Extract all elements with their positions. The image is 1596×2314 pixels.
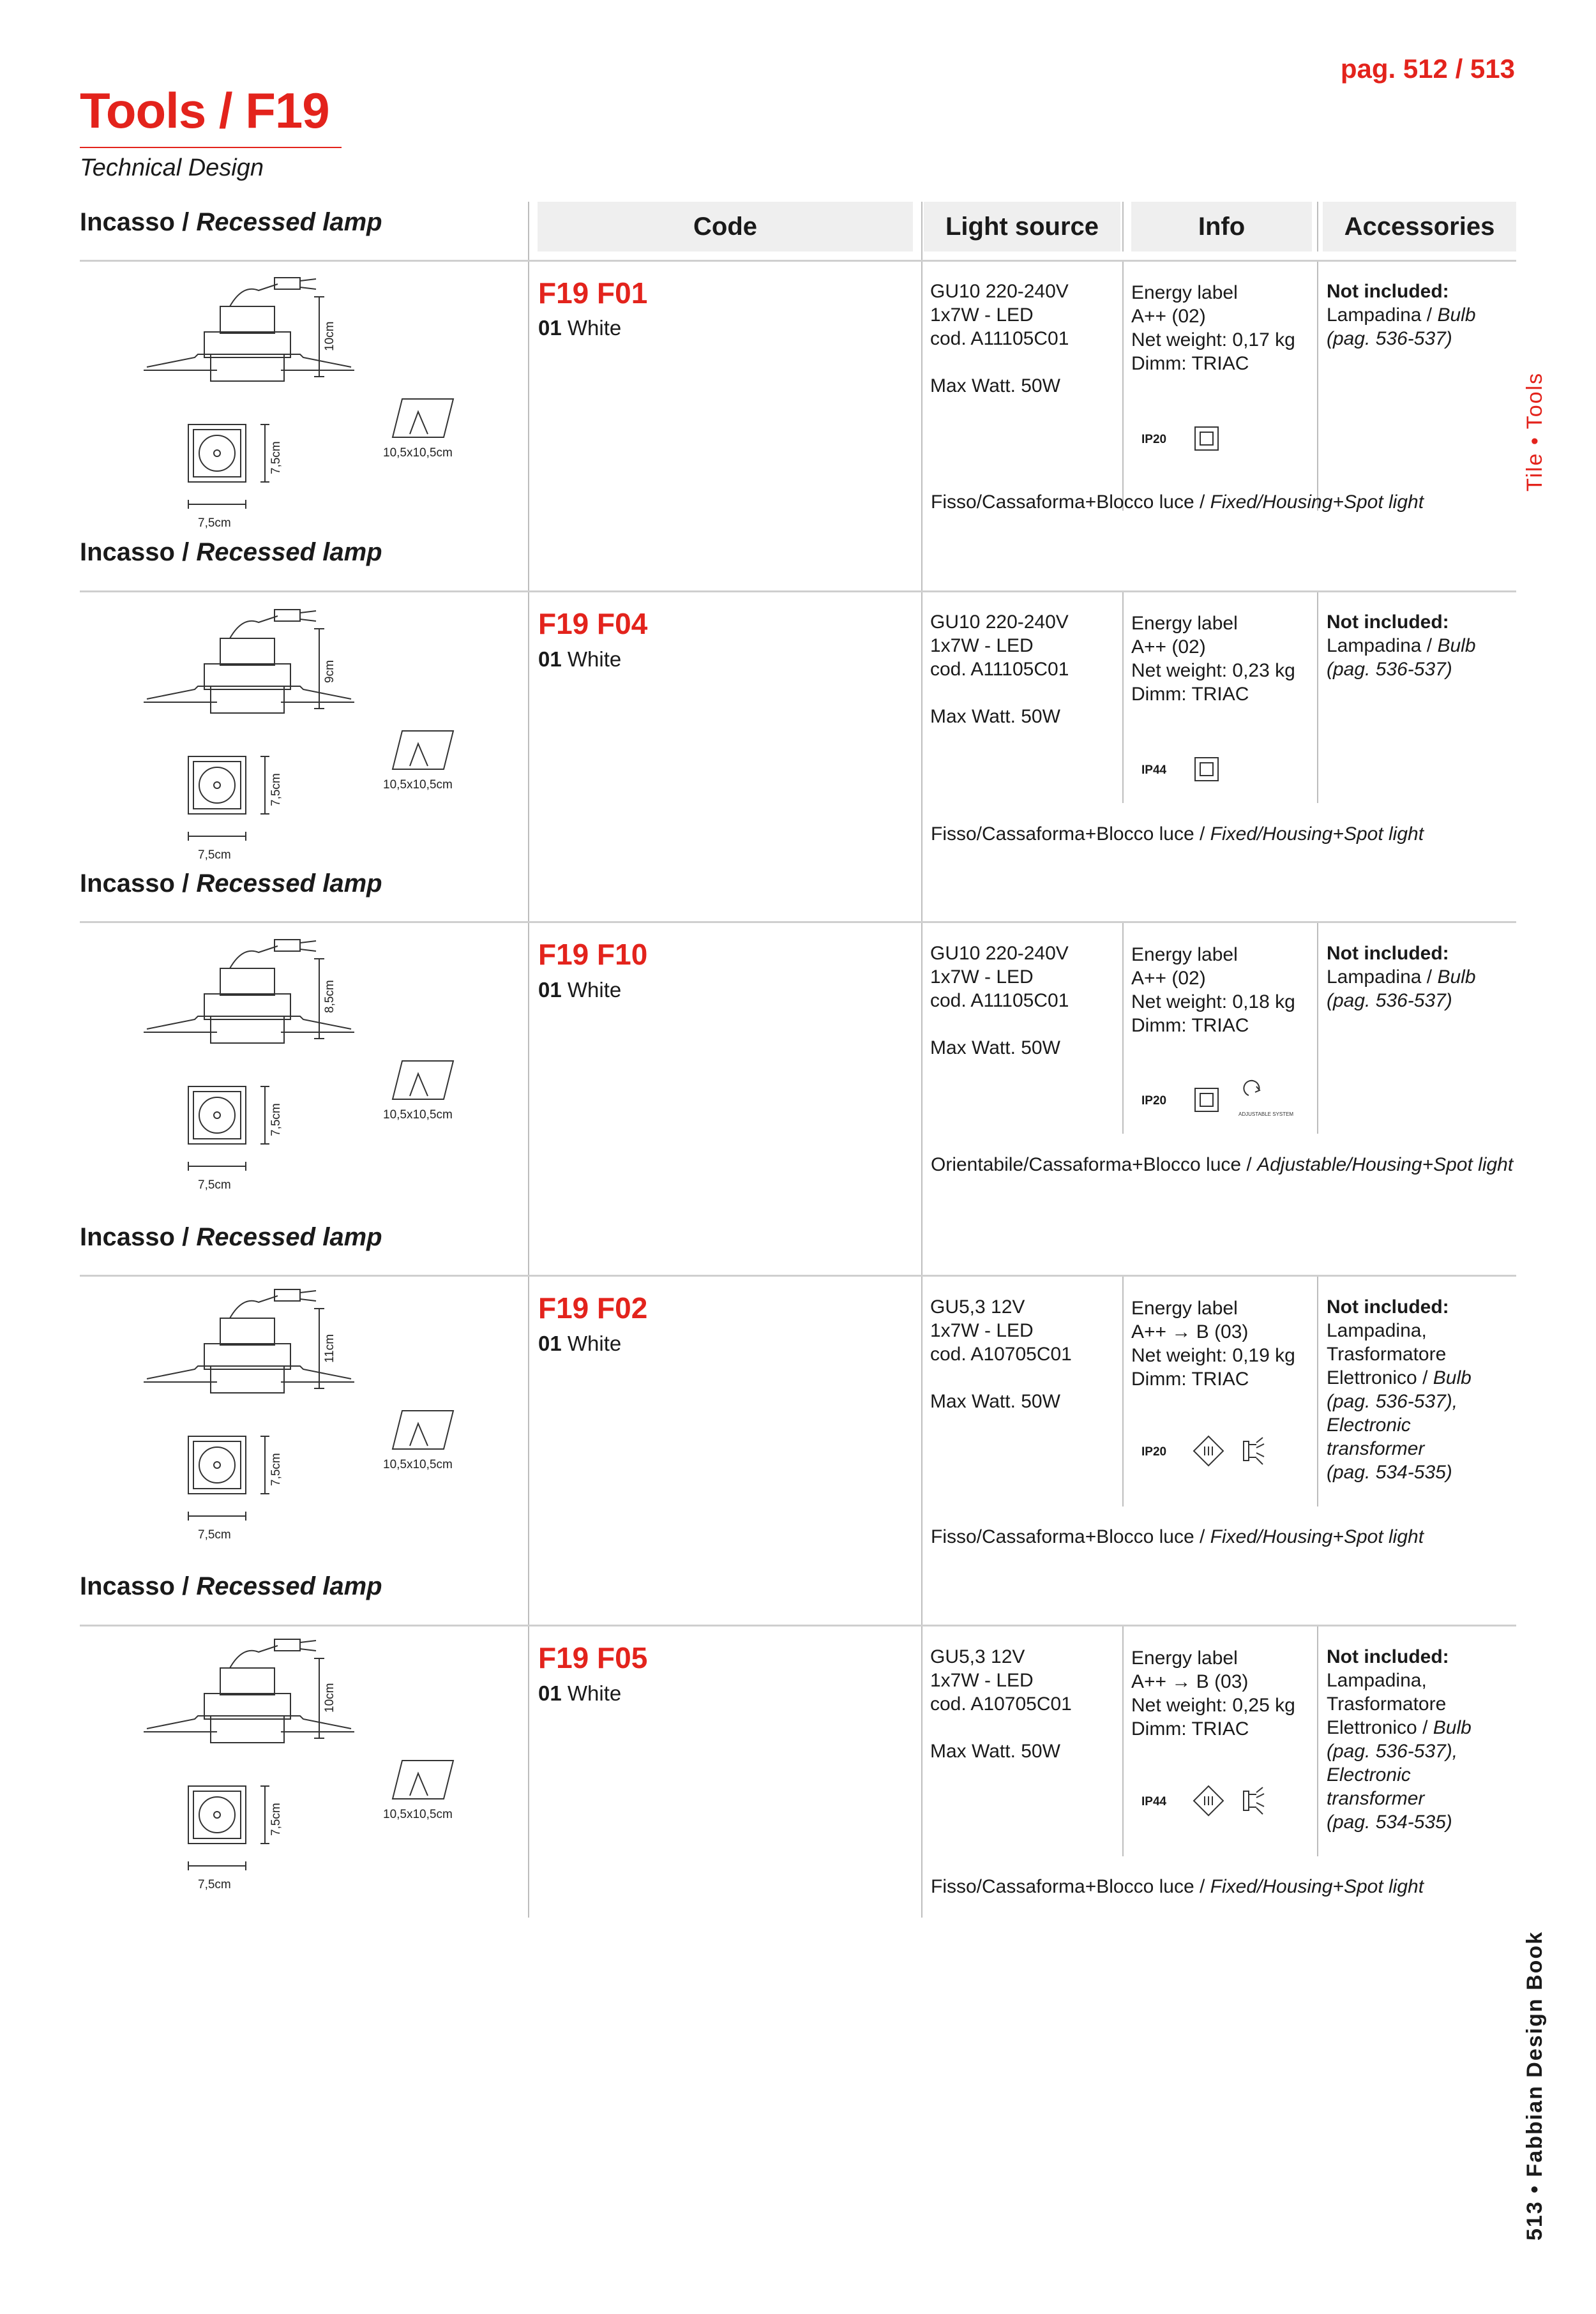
variant-number: 01 (538, 316, 562, 340)
lamp-front-view-drawing (188, 1786, 269, 1870)
accessories-text: Lampadina / (1327, 635, 1438, 656)
column-header-light-source: Light source (924, 202, 1120, 252)
technical-drawing (134, 603, 479, 884)
energy-class: A++ (02) (1131, 968, 1206, 989)
section-heading-en: Recessed lamp (196, 538, 382, 566)
accessories-line (1327, 1437, 1518, 1461)
light-source-cell (930, 280, 1069, 398)
info-cell (1131, 1646, 1295, 1741)
dim-hole-label: 10,5x10,5cm (383, 778, 453, 792)
section-heading-en: Recessed lamp (196, 869, 382, 898)
accessories-line (1327, 1461, 1518, 1484)
dim-hole-label: 10,5x10,5cm (383, 446, 453, 460)
light-source-max-watt: Max Watt. 50W (930, 706, 1060, 727)
dim-height-label: 11cm (323, 1334, 336, 1363)
light-source-cell (930, 1645, 1072, 1763)
accessories-line (1327, 1669, 1518, 1692)
dim-height-label: 8,5cm (323, 980, 336, 1013)
side-label-tools: Tools (1523, 372, 1547, 430)
accessories-line (1327, 1739, 1518, 1763)
mounting-description (931, 1525, 1518, 1549)
variant-name: White (567, 1332, 622, 1355)
variant-name: White (567, 978, 622, 1002)
adjustable-system-label: ADJUSTABLE SYSTEM (1238, 1111, 1294, 1117)
accessories-text: (pag. 536-537) (1327, 659, 1452, 680)
transformer-icon (1194, 1436, 1264, 1466)
class-ii-icon (1195, 427, 1218, 450)
energy-class: A++ (02) (1131, 306, 1206, 327)
info-cell (1131, 1296, 1295, 1391)
section-heading-it: Incasso (80, 1223, 175, 1251)
class-ii-icon (1195, 758, 1218, 781)
net-weight: Net weight: 0,25 kg (1131, 1695, 1295, 1716)
product-variant (538, 978, 621, 1002)
light-source-code: cod. A10705C01 (930, 1694, 1072, 1715)
mounting-description-it: Fisso/Cassaforma+Blocco luce / (931, 1876, 1210, 1897)
ceiling-cutout-icon (393, 1411, 453, 1449)
accessories-title: Not included: (1327, 281, 1449, 302)
accessories-text: Trasformatore (1327, 1694, 1447, 1715)
section-heading-sep: / (174, 1223, 197, 1251)
light-source-power: 1x7W - LED (930, 966, 1034, 988)
accessories-text: Lampadina, (1327, 1320, 1427, 1341)
row-divider (80, 1625, 1516, 1627)
column-header-info: Info (1131, 202, 1312, 252)
energy-label-heading: Energy label (1131, 944, 1238, 965)
mounting-description-en: Fixed/Housing+Spot light (1210, 1876, 1424, 1897)
title-underline (80, 147, 342, 148)
accessories-line (1327, 1692, 1518, 1716)
variant-number: 01 (538, 1332, 562, 1355)
mounting-description-en: Adjustable/Housing+Spot light (1257, 1154, 1514, 1175)
row-divider (80, 590, 1516, 592)
light-source-code: cod. A11105C01 (930, 659, 1069, 680)
info-cell (1131, 943, 1295, 1037)
energy-label-heading: Energy label (1131, 282, 1238, 303)
accessories-title: Not included: (1327, 1296, 1449, 1318)
energy-class: A++ → B (03) (1131, 1671, 1249, 1692)
column-divider-drawing (528, 202, 529, 1918)
light-source-socket: GU5,3 12V (930, 1296, 1025, 1318)
accessories-line (1327, 327, 1518, 350)
accessories-title: Not included: (1327, 1646, 1449, 1667)
certification-icons (1193, 1078, 1314, 1122)
section-heading-it: Incasso (80, 869, 175, 898)
column-header-code: Code (538, 202, 913, 252)
section-heading-sep: / (174, 869, 197, 898)
section-heading (80, 208, 382, 237)
light-source-max-watt: Max Watt. 50W (930, 1037, 1060, 1058)
accessories-cell (1327, 1645, 1518, 1834)
dim-hole-label: 10,5x10,5cm (383, 1458, 453, 1471)
certification-icons (1193, 1778, 1314, 1823)
variant-number: 01 (538, 978, 562, 1002)
section-heading-sep: / (174, 208, 197, 236)
mounting-description-it: Orientabile/Cassaforma+Blocco luce / (931, 1154, 1258, 1175)
accessories-text: Electronic (1327, 1415, 1411, 1436)
accessories-line (1327, 989, 1518, 1012)
accessories-text: (pag. 534-535) (1327, 1462, 1452, 1483)
energy-label-heading: Energy label (1131, 1298, 1238, 1319)
section-heading-it: Incasso (80, 208, 175, 236)
mounting-description-it: Fisso/Cassaforma+Blocco luce / (931, 1526, 1210, 1547)
dim-width-label: 7,5cm (198, 848, 231, 862)
accessories-text: Electronic (1327, 1764, 1411, 1785)
accessories-text: Bulb (1437, 635, 1476, 656)
info-cell (1131, 281, 1295, 375)
accessories-line (1327, 1716, 1518, 1739)
light-source-socket: GU10 220-240V (930, 943, 1069, 964)
page-subtitle: Technical Design (80, 154, 264, 181)
accessories-text: Lampadina / (1327, 304, 1438, 326)
accessories-cell (1327, 610, 1518, 681)
accessories-text: Bulb (1433, 1717, 1472, 1738)
variant-name: White (567, 1681, 622, 1705)
transformer-icon (1194, 1786, 1264, 1815)
mounting-description-it: Fisso/Cassaforma+Blocco luce / (931, 492, 1210, 513)
adjustable-system-icon (1244, 1081, 1260, 1095)
mounting-description-it: Fisso/Cassaforma+Blocco luce / (931, 823, 1210, 845)
energy-label-heading: Energy label (1131, 1648, 1238, 1669)
dimming: Dimm: TRIAC (1131, 684, 1249, 705)
accessories-line (1327, 634, 1518, 657)
ip-rating: IP44 (1141, 763, 1167, 777)
dim-side-label: 7,5cm (269, 1103, 283, 1136)
mounting-description (931, 490, 1518, 514)
accessories-line (1327, 1342, 1518, 1366)
accessories-cell (1327, 280, 1518, 350)
accessories-line (1327, 1787, 1518, 1810)
accessories-text: Bulb (1437, 304, 1476, 326)
light-source-power: 1x7W - LED (930, 1320, 1034, 1341)
variant-number: 01 (538, 647, 562, 671)
ceiling-cutout-icon (393, 731, 453, 769)
section-heading-sep: / (174, 538, 197, 566)
cell-divider (1317, 1277, 1318, 1506)
column-divider-header-1 (1122, 202, 1124, 252)
accessories-text: (pag. 536-537), (1327, 1391, 1458, 1412)
technical-drawing (134, 1633, 479, 1914)
cell-divider (1317, 262, 1318, 511)
ip-rating: IP44 (1141, 1795, 1167, 1808)
product-variant (538, 316, 621, 340)
ceiling-cutout-icon (393, 399, 453, 437)
side-label-section (1523, 372, 1547, 492)
mounting-description-en: Fixed/Housing+Spot light (1210, 823, 1424, 845)
dim-width-label: 7,5cm (198, 1878, 231, 1891)
certification-icons (1193, 416, 1314, 461)
accessories-line (1327, 1810, 1518, 1834)
dim-width-label: 7,5cm (198, 1178, 231, 1192)
light-source-max-watt: Max Watt. 50W (930, 1391, 1060, 1412)
net-weight: Net weight: 0,18 kg (1131, 991, 1295, 1012)
dim-width-label: 7,5cm (198, 1528, 231, 1542)
cell-divider (1122, 592, 1124, 803)
section-heading-en: Recessed lamp (196, 1223, 382, 1251)
light-source-power: 1x7W - LED (930, 304, 1034, 326)
product-code: F19 F04 (538, 607, 648, 640)
accessories-text: transformer (1327, 1788, 1425, 1809)
lamp-front-view-drawing (188, 1436, 269, 1521)
energy-class: A++ (02) (1131, 636, 1206, 657)
energy-label-heading: Energy label (1131, 613, 1238, 634)
ip-rating: IP20 (1141, 1445, 1167, 1459)
page-title: Tools / F19 (80, 82, 329, 139)
accessories-cell (1327, 942, 1518, 1012)
accessories-line (1327, 1390, 1518, 1413)
net-weight: Net weight: 0,17 kg (1131, 329, 1295, 350)
row-divider (80, 260, 1516, 262)
dim-height-label: 10cm (323, 1683, 336, 1713)
product-variant (538, 1332, 621, 1356)
accessories-line (1327, 1319, 1518, 1342)
accessories-text: Bulb (1437, 966, 1476, 988)
dim-height-label: 9cm (323, 660, 336, 683)
light-source-code: cod. A10705C01 (930, 1344, 1072, 1365)
side-label-separator: • (1523, 436, 1547, 446)
cell-divider (1317, 923, 1318, 1134)
technical-drawing (134, 1283, 479, 1564)
energy-class: A++ → B (03) (1131, 1321, 1249, 1342)
accessories-cell (1327, 1295, 1518, 1484)
light-source-socket: GU10 220-240V (930, 281, 1069, 302)
cell-divider (1122, 923, 1124, 1134)
light-source-socket: GU10 220-240V (930, 612, 1069, 633)
dim-hole-label: 10,5x10,5cm (383, 1108, 453, 1122)
page-number: pag. 512 / 513 (1340, 54, 1515, 84)
accessories-text: Elettronico / (1327, 1367, 1433, 1388)
light-source-code: cod. A11105C01 (930, 990, 1069, 1011)
certification-icons (1193, 747, 1314, 792)
accessories-text: transformer (1327, 1438, 1425, 1459)
section-heading (80, 869, 382, 898)
lamp-front-view-drawing (188, 1086, 269, 1171)
variant-name: White (567, 647, 622, 671)
section-heading-it: Incasso (80, 1572, 175, 1600)
mounting-description (931, 1875, 1518, 1898)
product-code: F19 F10 (538, 938, 648, 971)
section-heading (80, 1223, 382, 1252)
accessories-text: (pag. 536-537) (1327, 328, 1452, 349)
cell-divider (1122, 262, 1124, 511)
accessories-text: Bulb (1433, 1367, 1472, 1388)
accessories-text: Lampadina / (1327, 966, 1438, 988)
dimming: Dimm: TRIAC (1131, 1718, 1249, 1739)
side-label-tile: Tile (1523, 452, 1547, 492)
row-divider (80, 1275, 1516, 1277)
accessories-line (1327, 1763, 1518, 1787)
light-source-code: cod. A11105C01 (930, 328, 1069, 349)
cell-divider (1122, 1627, 1124, 1856)
lamp-front-view-drawing (188, 756, 269, 841)
cell-divider (1122, 1277, 1124, 1506)
product-code: F19 F01 (538, 276, 648, 310)
info-cell (1131, 612, 1295, 706)
dim-side-label: 7,5cm (269, 441, 283, 474)
accessories-line (1327, 303, 1518, 327)
dimming: Dimm: TRIAC (1131, 353, 1249, 374)
ceiling-cutout-icon (393, 1061, 453, 1099)
accessories-line (1327, 1413, 1518, 1437)
light-source-cell (930, 942, 1069, 1060)
light-source-power: 1x7W - LED (930, 635, 1034, 656)
technical-drawing (134, 933, 479, 1214)
accessories-title: Not included: (1327, 612, 1449, 633)
column-header-accessories: Accessories (1323, 202, 1516, 252)
accessories-line (1327, 1366, 1518, 1390)
mounting-description (931, 822, 1518, 846)
accessories-text: (pag. 534-535) (1327, 1812, 1452, 1833)
mounting-description-en: Fixed/Housing+Spot light (1210, 492, 1424, 513)
accessories-text: Trasformatore (1327, 1344, 1447, 1365)
row-divider (80, 921, 1516, 923)
class-ii-icon (1195, 1088, 1218, 1111)
mounting-description-en: Fixed/Housing+Spot light (1210, 1526, 1424, 1547)
light-source-socket: GU5,3 12V (930, 1646, 1025, 1667)
variant-number: 01 (538, 1681, 562, 1705)
lamp-front-view-drawing (188, 424, 269, 509)
dimming: Dimm: TRIAC (1131, 1015, 1249, 1036)
section-heading (80, 1572, 382, 1601)
light-source-max-watt: Max Watt. 50W (930, 375, 1060, 396)
accessories-line (1327, 657, 1518, 681)
product-code: F19 F05 (538, 1641, 648, 1674)
section-heading-it: Incasso (80, 538, 175, 566)
light-source-cell (930, 1295, 1072, 1413)
accessories-text: Lampadina, (1327, 1670, 1427, 1691)
dim-side-label: 7,5cm (269, 1453, 283, 1486)
column-divider-code (921, 202, 922, 1918)
technical-drawing (134, 271, 479, 552)
net-weight: Net weight: 0,23 kg (1131, 660, 1295, 681)
net-weight: Net weight: 0,19 kg (1131, 1345, 1295, 1366)
product-variant (538, 1681, 621, 1706)
accessories-title: Not included: (1327, 943, 1449, 964)
dim-side-label: 7,5cm (269, 1803, 283, 1836)
ip-rating: IP20 (1141, 433, 1167, 446)
section-heading-en: Recessed lamp (196, 208, 382, 236)
section-heading-en: Recessed lamp (196, 1572, 382, 1600)
product-variant (538, 647, 621, 672)
dim-width-label: 7,5cm (198, 516, 231, 530)
certification-icons (1193, 1429, 1314, 1473)
accessories-text: Elettronico / (1327, 1717, 1433, 1738)
mounting-description (931, 1153, 1518, 1176)
dimming: Dimm: TRIAC (1131, 1369, 1249, 1390)
cell-divider (1317, 1627, 1318, 1856)
light-source-power: 1x7W - LED (930, 1670, 1034, 1691)
dim-height-label: 10cm (323, 321, 336, 351)
dim-side-label: 7,5cm (269, 773, 283, 806)
ip-rating: IP20 (1141, 1094, 1167, 1108)
variant-name: White (567, 316, 622, 340)
light-source-cell (930, 610, 1069, 728)
section-heading-sep: / (174, 1572, 197, 1600)
dim-hole-label: 10,5x10,5cm (383, 1808, 453, 1821)
light-source-max-watt: Max Watt. 50W (930, 1741, 1060, 1762)
product-code: F19 F02 (538, 1291, 648, 1325)
column-divider-header-2 (1317, 202, 1318, 252)
accessories-text: (pag. 536-537), (1327, 1741, 1458, 1762)
ceiling-cutout-icon (393, 1761, 453, 1799)
side-label-book: 513 • Fabbian Design Book (1523, 1930, 1547, 2241)
cell-divider (1317, 592, 1318, 803)
section-heading (80, 538, 382, 567)
accessories-text: (pag. 536-537) (1327, 990, 1452, 1011)
accessories-line (1327, 965, 1518, 989)
